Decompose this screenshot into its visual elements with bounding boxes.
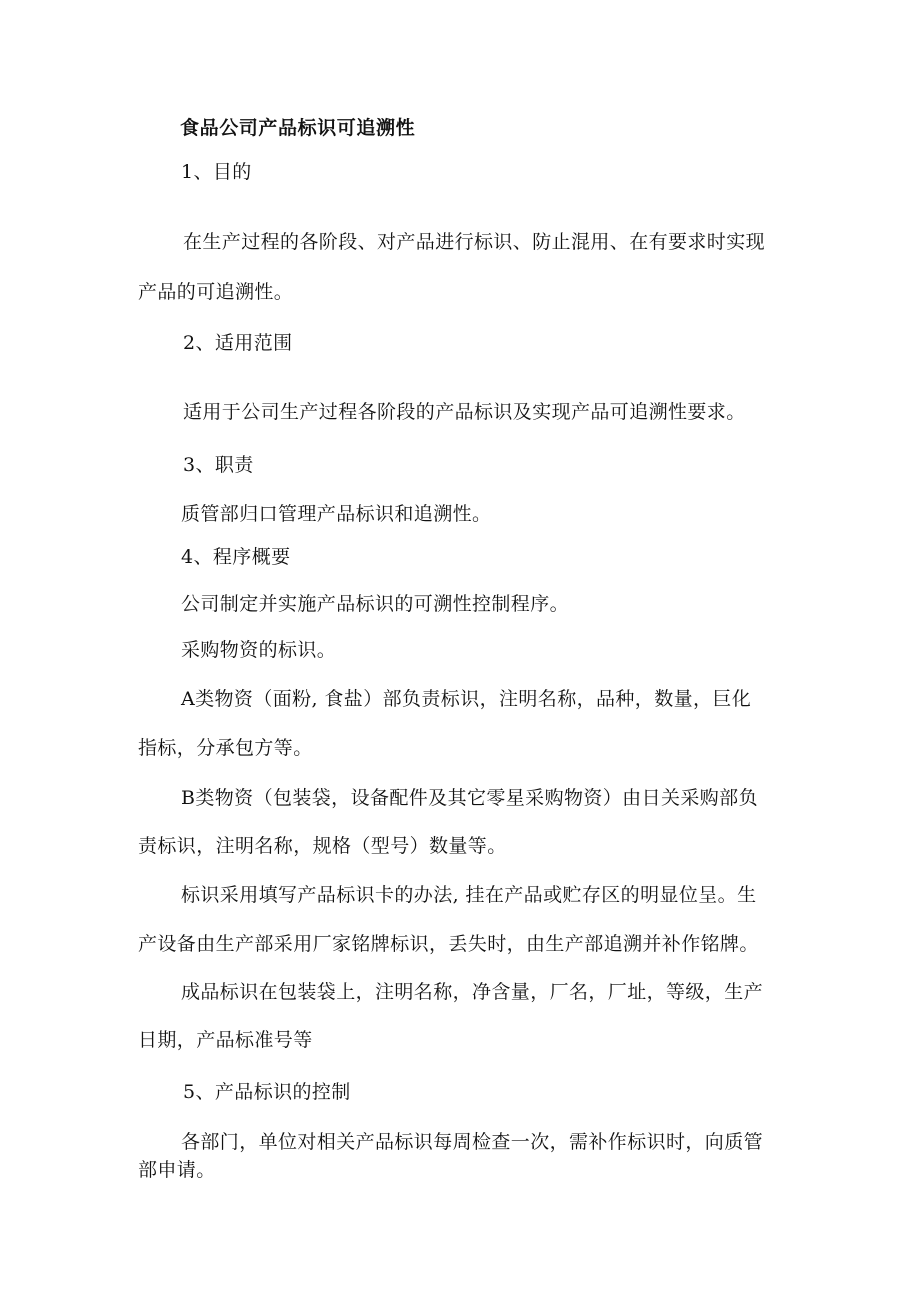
procedure-paragraph-5-line-2: 产设备由生产部采用厂家铭牌标识，丢失时，由生产部追溯并补作铭牌。 <box>138 933 759 955</box>
section-heading-control: 5、产品标识的控制 <box>183 1081 351 1103</box>
procedure-paragraph-5-line-1: 标识采用填写产品标识卡的办法, 挂在产品或贮存区的明显位呈。生 <box>181 884 757 906</box>
control-text-line-1: 各部门，单位对相关产品标识每周检查一次，需补作标识时，向质管 <box>181 1131 764 1153</box>
procedure-paragraph-2: 采购物资的标识。 <box>181 639 337 661</box>
purpose-text-line-1: 在生产过程的各阶段、对产品进行标识、防止混用、在有要求时实现 <box>183 231 766 253</box>
procedure-paragraph-3-line-1: A类物资（面粉, 食盐）部负责标识，注明名称，品种，数量，巨化 <box>181 688 752 710</box>
procedure-paragraph-1: 公司制定并实施产品标识的可溯性控制程序。 <box>181 593 570 615</box>
purpose-text-line-2: 产品的可追溯性。 <box>138 281 294 303</box>
procedure-paragraph-4-line-2: 责标识，注明名称，规格（型号）数量等。 <box>138 835 507 857</box>
procedure-paragraph-6-line-1: 成品标识在包装袋上，注明名称，净含量，厂名，厂址，等级，生产 <box>181 981 764 1003</box>
procedure-paragraph-3-line-2: 指标，分承包方等。 <box>138 737 313 759</box>
control-text-line-2: 部申请。 <box>138 1159 216 1181</box>
section-heading-procedure: 4、程序概要 <box>181 546 291 568</box>
section-heading-responsibility: 3、职责 <box>183 454 254 476</box>
document-title: 食品公司产品标识可追溯性 <box>180 117 416 139</box>
responsibility-text: 质管部归口管理产品标识和追溯性。 <box>181 503 492 525</box>
procedure-paragraph-4-line-1: B类物资（包装袋，设备配件及其它零星采购物资）由日关采购部负 <box>181 787 758 809</box>
section-heading-scope: 2、适用范围 <box>183 332 293 354</box>
procedure-paragraph-6-line-2: 日期，产品标准号等 <box>138 1029 313 1051</box>
scope-text: 适用于公司生产过程各阶段的产品标识及实现产品可追溯性要求。 <box>183 401 746 423</box>
section-heading-purpose: 1、目的 <box>181 161 252 183</box>
